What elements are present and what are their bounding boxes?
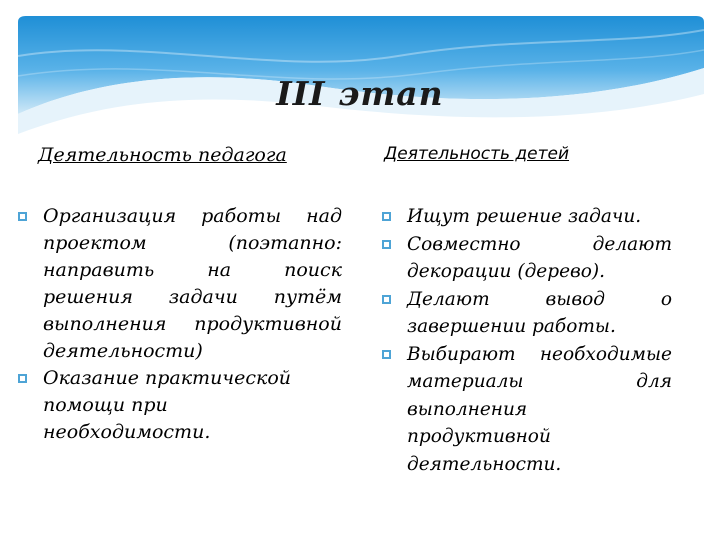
list-item-line: декорации (дерево).	[407, 261, 606, 282]
list-item-line: решения задачи путём	[43, 286, 342, 308]
list-item-line: деятельности)	[43, 340, 203, 362]
list-item-line: Совместно делают	[407, 233, 672, 255]
list-item	[382, 341, 672, 479]
list-item-line: Оказание практической	[43, 367, 292, 389]
list-item-line: завершении работы.	[407, 316, 616, 337]
teacher-activity-heading: Деятельность педагога	[38, 144, 287, 166]
list-item-line: помощи при	[43, 394, 168, 416]
list-item-line: выполнения продуктивной	[43, 313, 342, 335]
list-item-line: Организация работы над	[43, 205, 342, 227]
list-item	[382, 286, 672, 341]
children-activity-heading: Деятельность детей	[384, 144, 570, 164]
square-bullet-icon	[382, 240, 391, 249]
list-item-line: проектом (поэтапно:	[43, 232, 342, 254]
square-bullet-icon	[382, 350, 391, 359]
children-activity-list	[382, 203, 672, 478]
list-item	[18, 365, 342, 446]
list-item-line: выполнения	[407, 398, 528, 420]
list-item-line: Ищут решение задачи.	[407, 206, 642, 227]
list-item	[382, 203, 672, 231]
list-item-line: продуктивной	[407, 426, 551, 447]
list-item-line: материалы для	[407, 371, 672, 392]
slide-title: III этап	[276, 74, 444, 113]
list-item-line: деятельности.	[407, 453, 562, 475]
square-bullet-icon	[382, 295, 391, 304]
square-bullet-icon	[382, 212, 391, 221]
list-item-line: направить на поиск	[43, 259, 342, 281]
list-item	[18, 203, 342, 365]
teacher-activity-list	[18, 203, 342, 446]
square-bullet-icon	[18, 374, 27, 383]
list-item-line: Делают вывод о	[407, 288, 672, 310]
list-item	[382, 231, 672, 286]
square-bullet-icon	[18, 212, 27, 221]
list-item-line: Выбирают необходимые	[407, 343, 672, 365]
list-item-line: необходимости.	[43, 421, 211, 443]
